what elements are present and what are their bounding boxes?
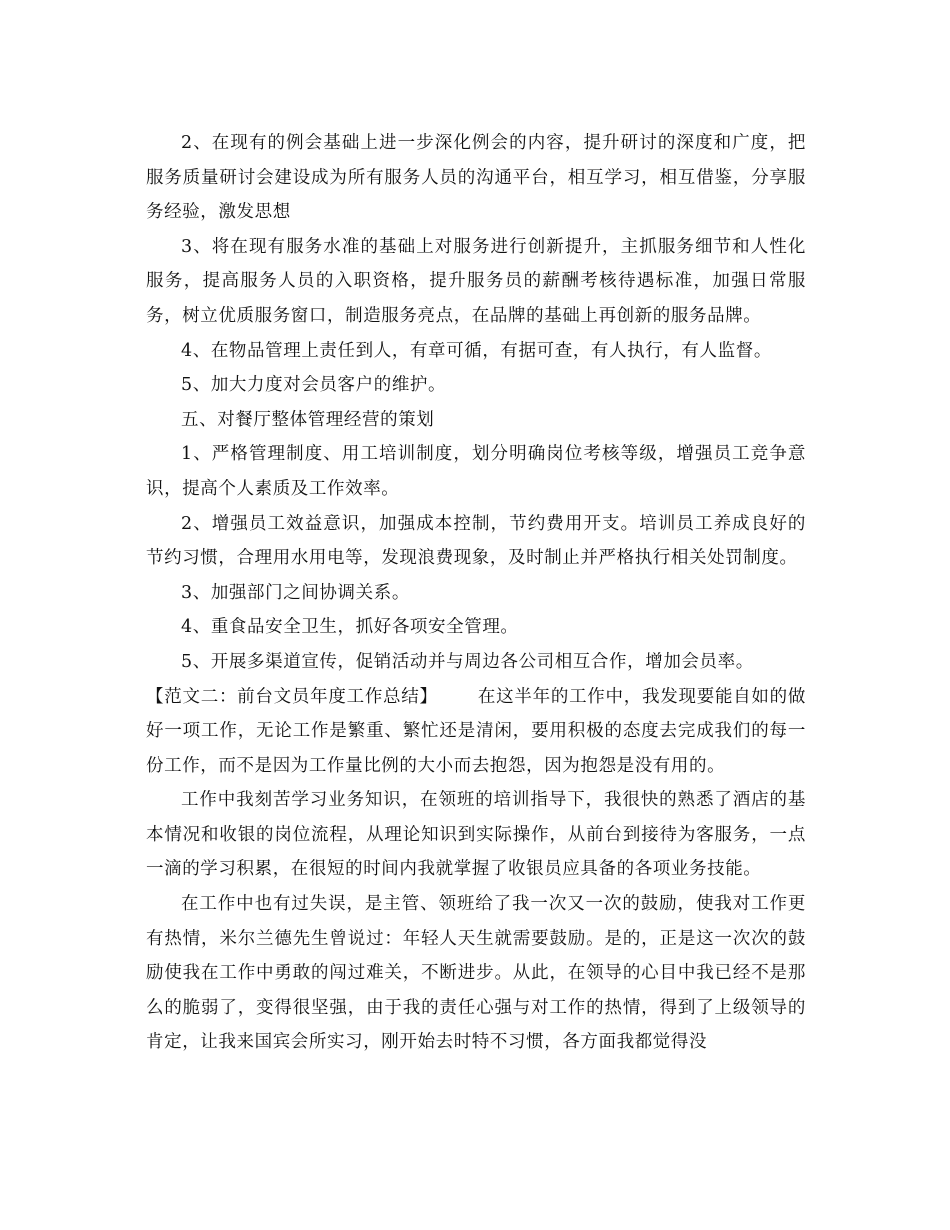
paragraph: 2、增强员工效益意识，加强成本控制，节约费用开支。培训员工养成良好的节约习惯，合理用水用电等，发现浪费现象，及时制止并严格执行相关处罚制度。	[146, 513, 806, 569]
paragraph: 2、在现有的例会基础上进一步深化例会的内容，提升研讨的深度和广度，把服务质量研讨会建设成为所有服务人员的沟通平台，相互学习，相互借鉴，分享服务经验，激发思想	[146, 133, 806, 223]
sample-two-heading: 【范文二：前台文员年度工作总结】	[146, 686, 438, 707]
paragraph: 在工作中也有过失误，是主管、领班给了我一次又一次的鼓励，使我对工作更有热情，米尔兰德先生曾说过：年轻人天生就需要鼓励。是的，正是这一次次的鼓励使我在工作中勇敢的闯过难关，不断进步。从此，在领导的心目中我已经不是那么的脆弱了，变得很坚强，由于我的责任心强与对工作的热情，得到了上级领导的肯定，让我来国宾会所实习，刚开始去时特不习惯，各方面我都觉得没	[146, 894, 806, 1053]
paragraph: 5、加大力度对会员客户的维护。	[181, 375, 447, 396]
paragraph: 4、重食品安全卫生，抓好各项安全管理。	[181, 617, 519, 638]
paragraph: 3、将在现有服务水准的基础上对服务进行创新提升，主抓服务细节和人性化服务，提高服务人员的入职资格，提升服务员的薪酬考核待遇标准，加强日常服务，树立优质服务窗口，制造服务亮点，在品牌的基础上再创新的服务品牌。	[146, 236, 806, 326]
section-heading-five: 五、对餐厅整体管理经营的策划	[181, 409, 435, 430]
paragraph: 1、严格管理制度、用工培训制度，划分明确岗位考核等级，增强员工竞争意识，提高个人素质及工作效率。	[146, 444, 806, 499]
paragraph: 5、开展多渠道宣传，促销活动并与周边各公司相互合作，增加会员率。	[181, 651, 754, 672]
paragraph: 4、在物品管理上责任到人，有章可循，有据可查，有人执行，有人监督。	[181, 340, 772, 361]
sample-two-intro: 在这半年的工作中，我发现要能自如的做好一项工作，无论工作是繁重、繁忙还是清闲，要用积极的态度去完成我们的每一份工作，而不是因为工作量比例的大小而去抱怨，因为抱怨是没有用的。	[146, 686, 806, 776]
document-body	[146, 126, 806, 1060]
sample-two-paragraph	[146, 680, 806, 784]
paragraph: 工作中我刻苦学习业务知识，在领班的培训指导下，我很快的熟悉了酒店的基本情况和收银的岗位流程，从理论知识到实际操作，从前台到接待为客服务，一点一滴的学习积累，在很短的时间内我就掌握了收银员应具备的各项业务技能。	[146, 790, 806, 880]
paragraph: 3、加强部门之间协调关系。	[181, 582, 410, 603]
